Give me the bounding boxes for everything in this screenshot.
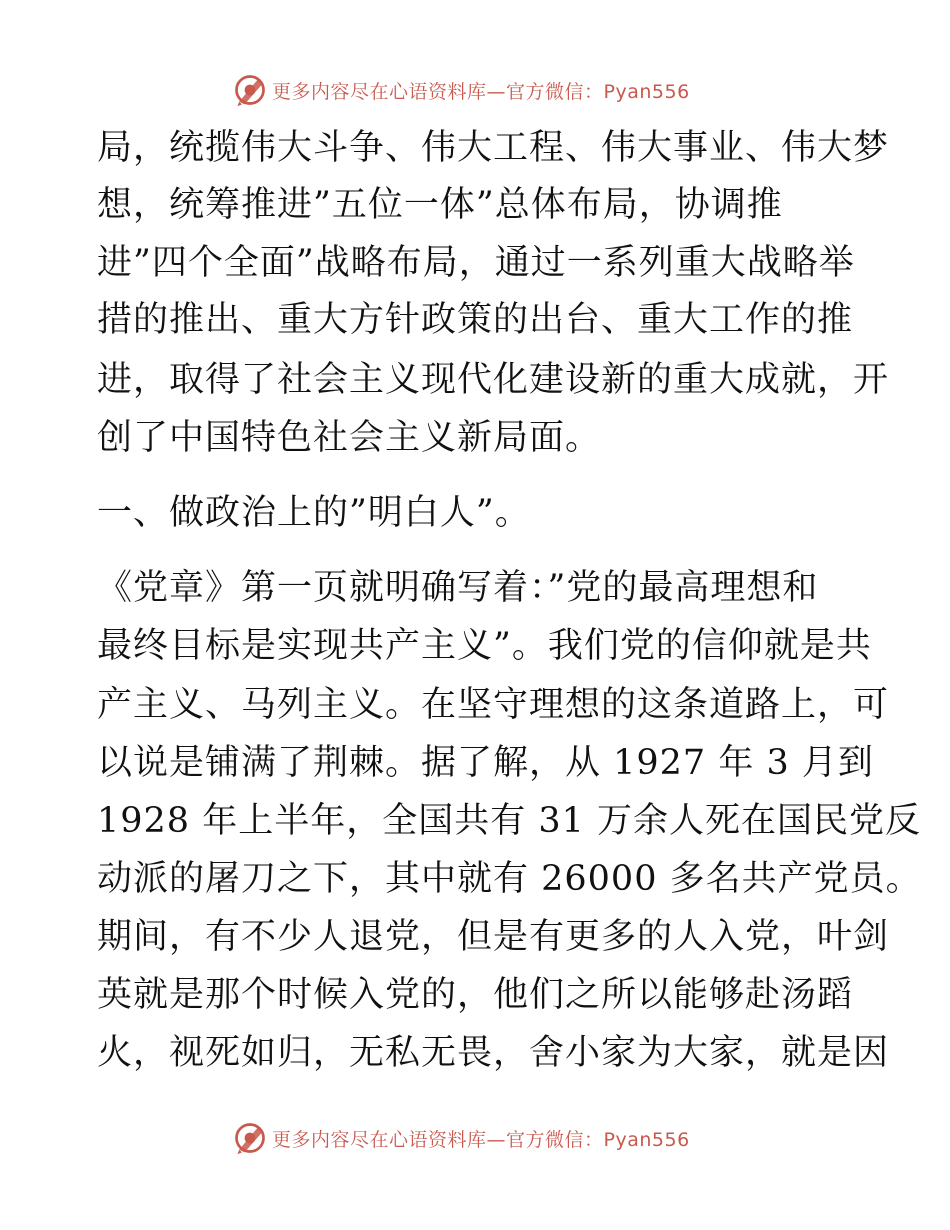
section-heading: 一、做政治上的”明白人”。	[97, 493, 531, 533]
body-line: 以说是铺满了荆棘。据了解，从 1927 年 3 月到	[97, 743, 874, 783]
body-line: 1928 年上半年，全国共有 31 万余人死在国民党反	[97, 801, 921, 841]
footer-banner-text: 更多内容尽在心语资料库—官方微信：Pyan556	[272, 1128, 690, 1151]
body-line: 最终目标是实现共产主义”。我们党的信仰就是共	[97, 626, 872, 666]
body-line: 《党章》第一页就明确写着：”党的最高理想和	[97, 568, 819, 608]
footer-watermark-banner	[232, 1118, 712, 1158]
body-line: 产主义、马列主义。在坚守理想的这条道路上，可	[97, 685, 890, 725]
header-banner-text: 更多内容尽在心语资料库—官方微信：Pyan556	[272, 80, 690, 103]
body-line: 火，视死如归，无私无畏，舍小家为大家，就是因	[97, 1033, 890, 1073]
pen-logo-icon	[232, 1120, 268, 1156]
pen-logo-icon	[232, 72, 268, 108]
body-line: 局，统揽伟大斗争、伟大工程、伟大事业、伟大梦	[97, 128, 890, 168]
body-line: 动派的屠刀之下，其中就有 26000 多名共产党员。	[97, 859, 922, 899]
header-watermark-banner	[232, 70, 712, 110]
body-line: 进”四个全面”战略布局，通过一系列重大战略举	[97, 243, 855, 283]
body-line: 想，统筹推进”五位一体”总体布局，协调推	[97, 185, 783, 225]
body-line: 期间，有不少人退党，但是有更多的人入党，叶剑	[97, 917, 890, 957]
body-line: 措的推出、重大方针政策的出台、重大工作的推	[97, 300, 854, 340]
body-line: 创了中国特色社会主义新局面。	[97, 418, 602, 458]
body-line: 进，取得了社会主义现代化建设新的重大成就，开	[97, 360, 890, 400]
body-line: 英就是那个时候入党的，他们之所以能够赴汤蹈	[97, 975, 854, 1015]
